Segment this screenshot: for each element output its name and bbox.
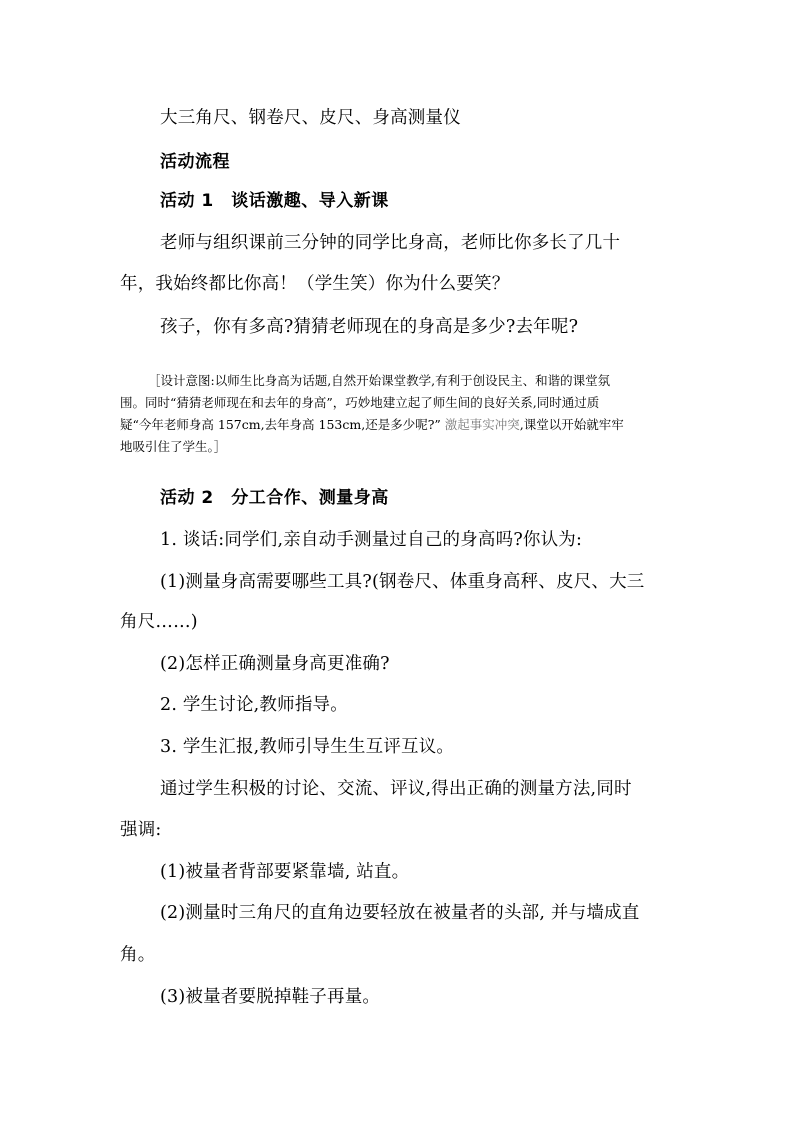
- point2-line2: 角。: [120, 945, 156, 965]
- point1: (1)被量者背部要紧靠墙, 站直。: [160, 862, 410, 882]
- summary-line1: 通过学生积极的讨论、交流、评议,得出正确的测量方法,同时: [160, 779, 632, 799]
- activity2-question2: (2)怎样正确测量身高更准确?: [160, 654, 390, 674]
- design-note-line3-main: 疑“今年老师身高 157cm,去年身高 153cm,还是多少呢?”: [120, 417, 441, 432]
- activity2-item2: 2. 学生讨论,教师指导。: [160, 695, 348, 715]
- section-title: 活动流程: [160, 152, 230, 172]
- materials-line: 大三角尺、钢卷尺、皮尺、身高测量仪: [160, 108, 461, 128]
- design-note-line1: ［设计意图:以师生比身高为话题,自然开始课堂教学,有利于创设民主、和谐的课堂氛: [148, 373, 611, 388]
- activity2-question1-line1: (1)测量身高需要哪些工具?(钢卷尺、体重身高秤、皮尺、大三: [160, 572, 645, 592]
- design-note-line2: 围。同时“猜猜老师现在和去年的身高”，巧妙地建立起了师生间的良好关系,同时通过质: [120, 395, 600, 410]
- design-note-line4: 地吸引住了学生。］: [120, 439, 227, 454]
- activity1-paragraph1-line1: 老师与组织课前三分钟的同学比身高，老师比你多长了几十: [160, 233, 621, 253]
- activity1-paragraph1-line2: 年，我始终都比你高！（学生笑）你为什么要笑？: [120, 274, 510, 294]
- summary-line2: 强调:: [120, 820, 162, 840]
- activity2-question1-line2: 角尺……): [120, 612, 198, 632]
- point2-line1: (2)测量时三角尺的直角边要轻放在被量者的头部, 并与墙成直: [160, 903, 640, 923]
- design-note-line3-muted: 激起事实冲突: [440, 417, 520, 432]
- design-note: [120, 370, 680, 458]
- activity2-item3: 3. 学生汇报,教师引导生生互评互议。: [160, 737, 455, 757]
- point3: (3)被量者要脱掉鞋子再量。: [160, 987, 381, 1007]
- design-note-line3-end: ,课堂以开始就牢牢: [519, 417, 624, 432]
- design-note-line3: [120, 414, 680, 436]
- activity2-heading: 活动 2 分工合作、测量身高: [160, 488, 389, 508]
- activity2-item1: 1. 谈话:同学们,亲自动手测量过自己的身高吗?你认为:: [160, 530, 583, 550]
- activity1-heading: 活动 1 谈话激趣、导入新课: [160, 191, 389, 211]
- activity1-paragraph2: 孩子，你有多高?猜猜老师现在的身高是多少?去年呢?: [160, 317, 579, 337]
